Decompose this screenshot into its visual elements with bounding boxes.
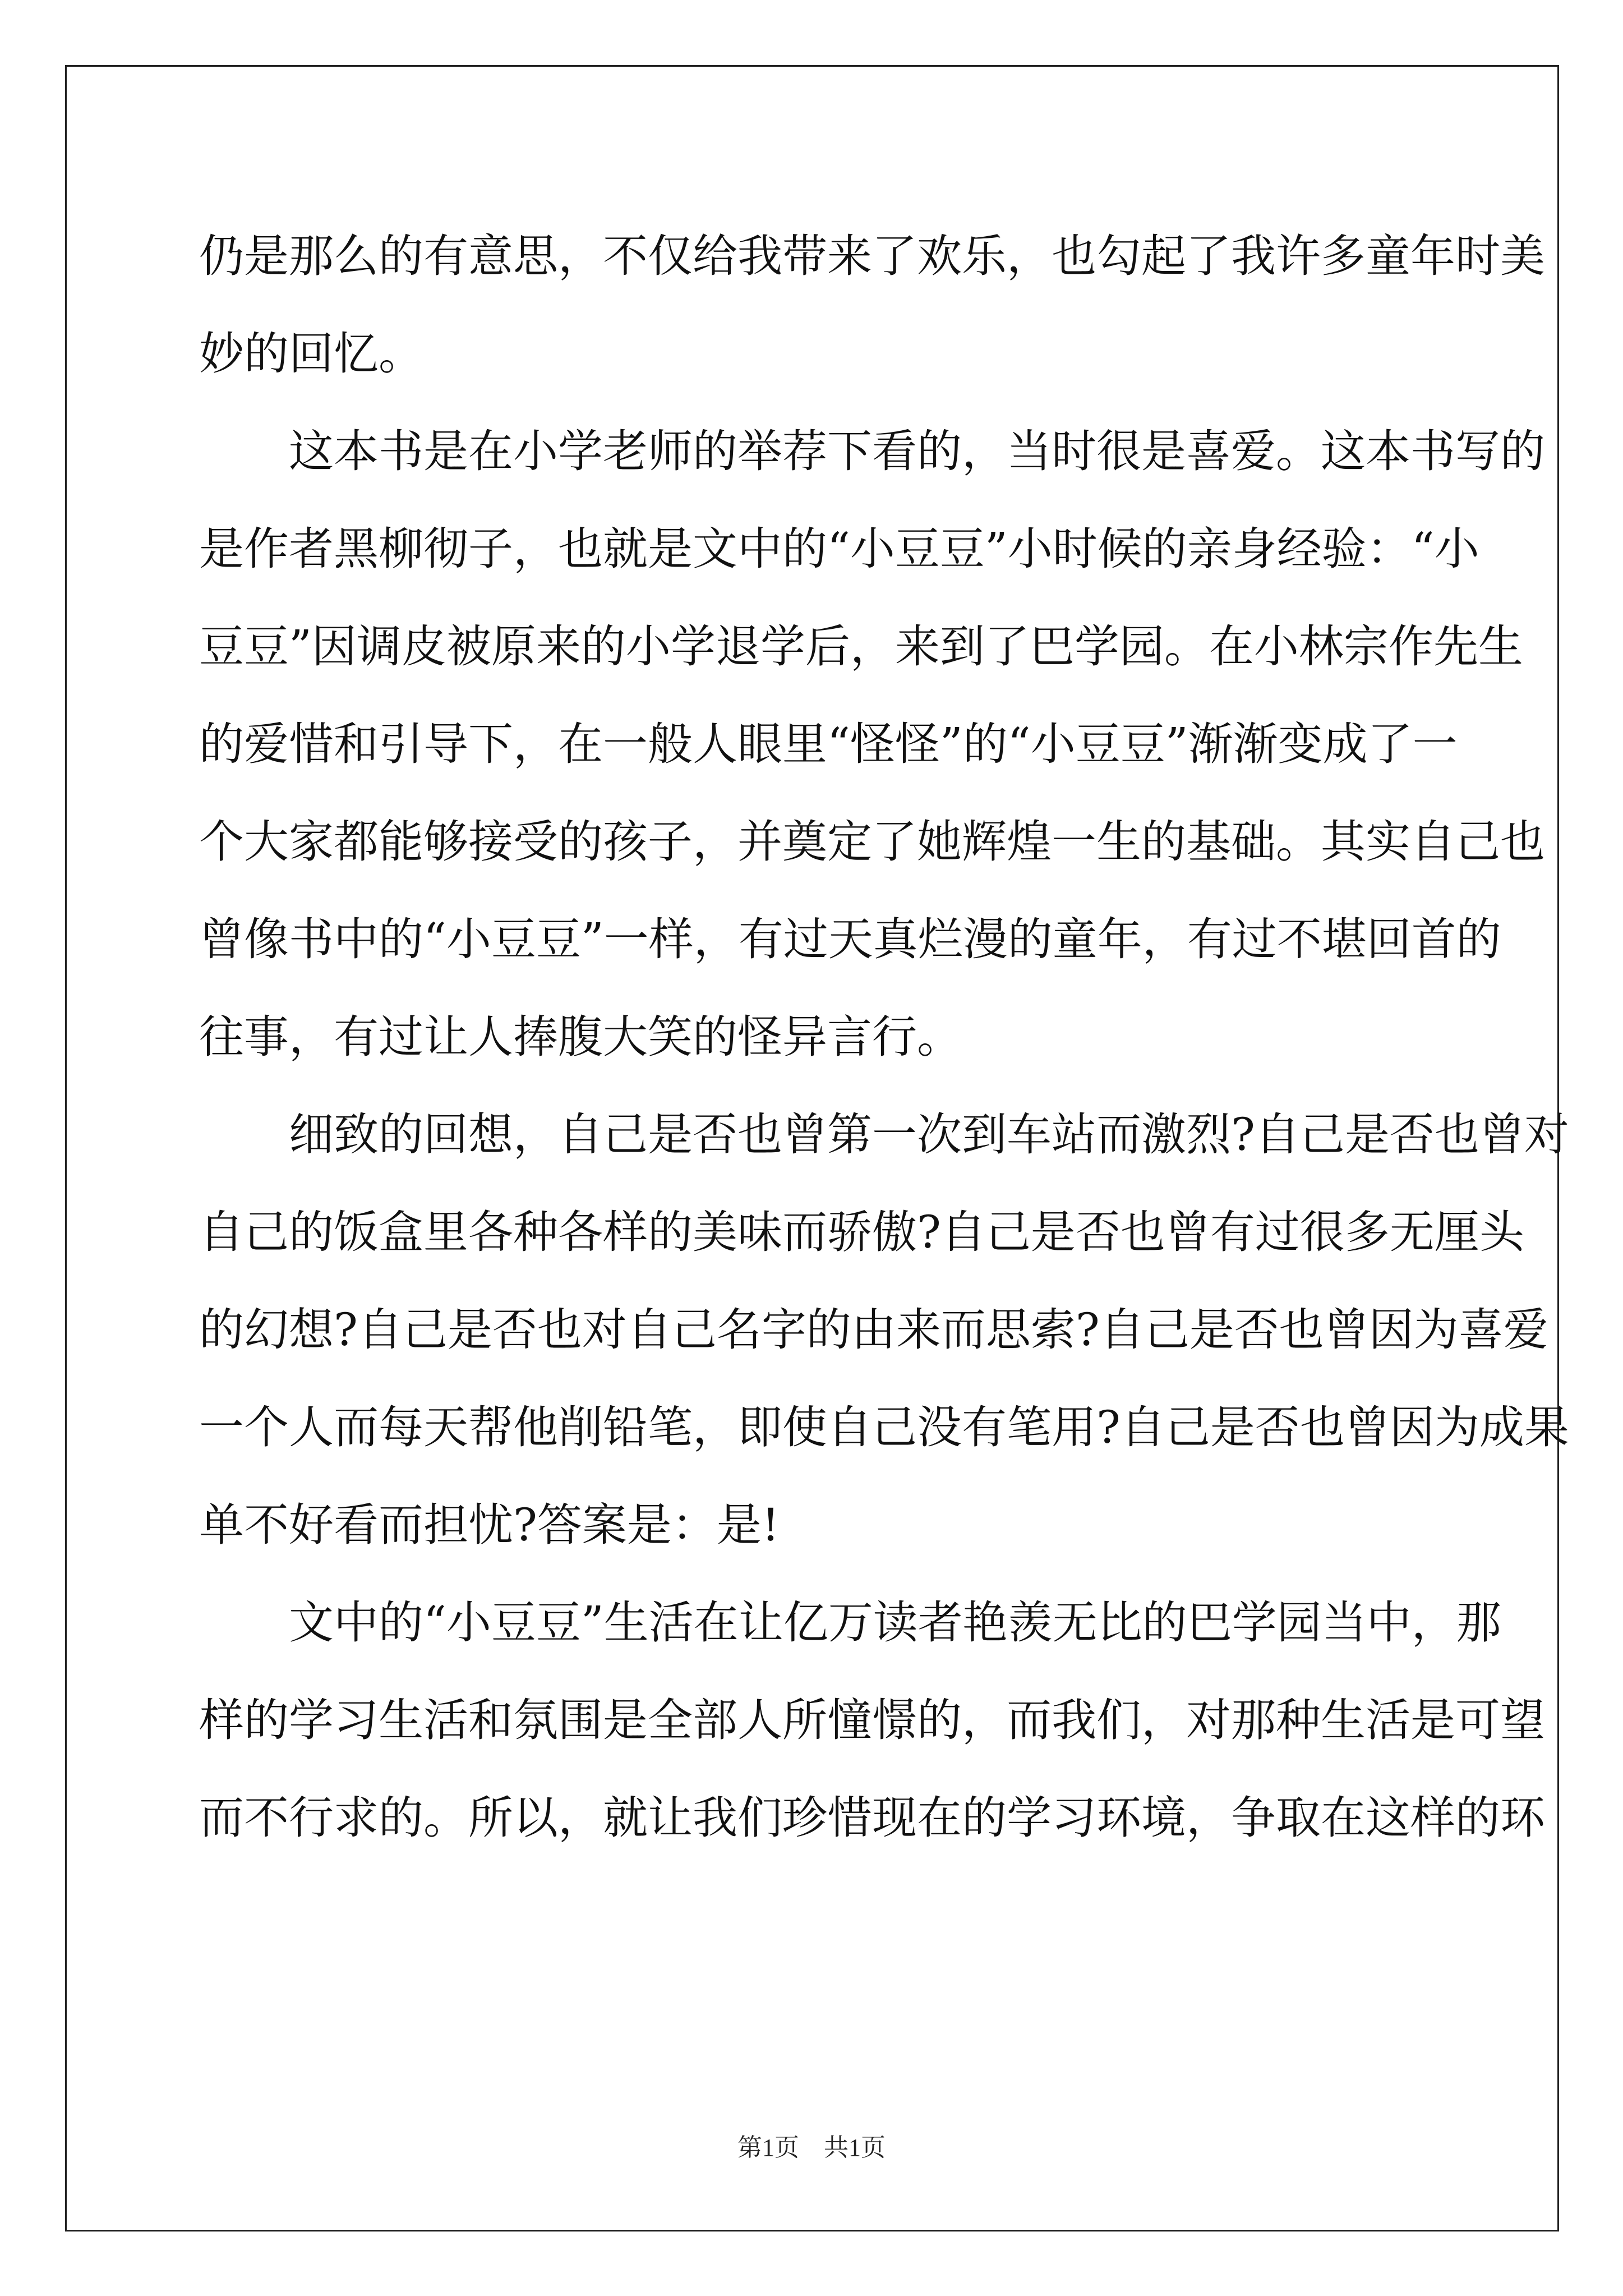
text-line: 仍是那么的有意思，不仅给我带来了欢乐，也勾起了我许多童年时美 [199,230,1545,282]
text-line: 文中的“小豆豆”生活在让亿万读者艳羡无比的巴学园当中，那 [199,1596,1501,1649]
text-line: 单不好看而担忧?答案是：是! [199,1499,780,1551]
text-line: 细致的回想，自己是否也曾第一次到车站而激烈?自己是否也曾对 [199,1108,1569,1161]
text-line: 这本书是在小学老师的举荐下看的，当时很是喜爱。这本书写的 [199,425,1545,477]
text-line: 是作者黑柳彻子，也就是文中的“小豆豆”小时候的亲身经验：“小 [199,523,1479,575]
text-line: 个大家都能够接受的孩子，并奠定了她辉煌一生的基础。其实自己也 [199,816,1545,868]
text-line: 自己的饭盒里各种各样的美味而骄傲?自己是否也曾有过很多无厘头 [199,1206,1524,1258]
text-line: 样的学习生活和氛围是全部人所憧憬的，而我们，对那种生活是可望 [199,1694,1545,1746]
text-line: 的爱惜和引导下，在一般人眼里“怪怪”的“小豆豆”渐渐变成了一 [199,718,1458,770]
text-line: 一个人而每天帮他削铅笔，即使自己没有笔用?自己是否也曾因为成果 [199,1401,1569,1453]
text-line: 往事，有过让人捧腹大笑的怪异言行。 [199,1011,962,1063]
page-number-footer: 第1页 共1页 [737,2134,886,2161]
text-line: 曾像书中的“小豆豆”一样，有过天真烂漫的童年，有过不堪回首的 [199,913,1501,965]
text-line: 的幻想?自己是否也对自己名字的由来而思索?自己是否也曾因为喜爱 [199,1304,1548,1356]
text-line: 而不行求的。所以，就让我们珍惜现在的学习环境，争取在这样的环 [199,1792,1545,1844]
document-body [199,208,1569,1867]
text-line: 豆豆”因调皮被原来的小学退学后，来到了巴学园。在小林宗作先生 [199,620,1523,673]
text-line: 妙的回忆。 [199,328,423,380]
